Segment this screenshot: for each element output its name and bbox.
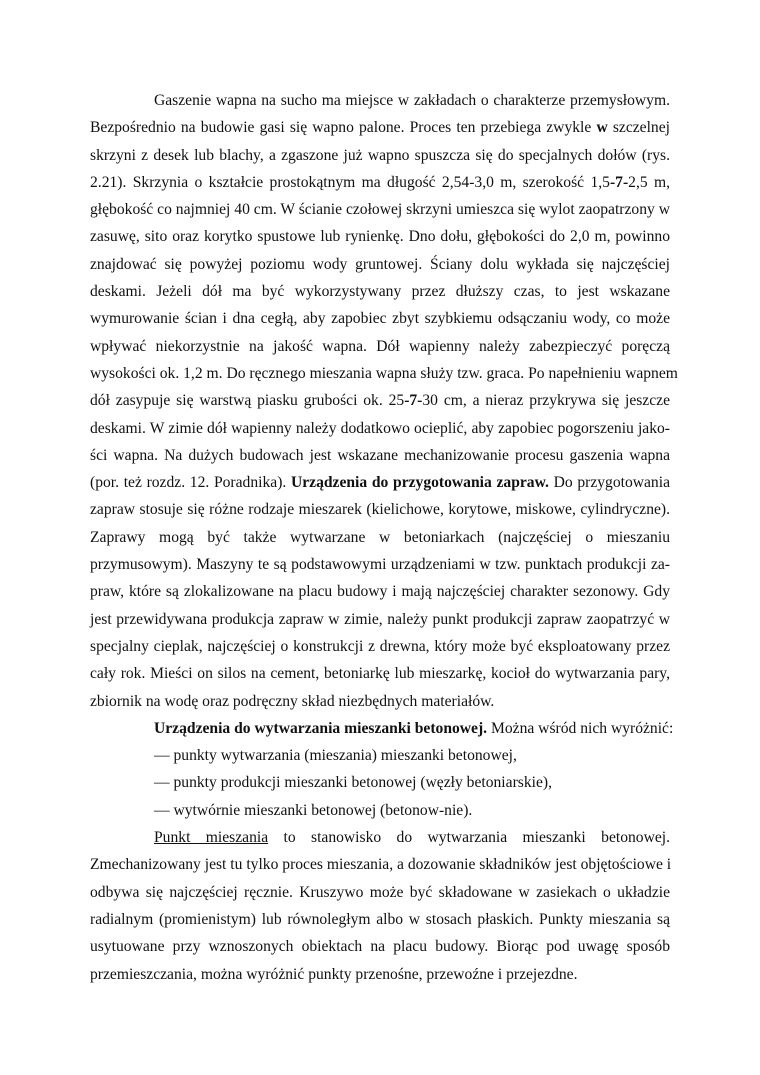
text-line: deskami. Jeżeli dół ma być wykorzystywany przez dłuższy czas, to jest wskazane [90,283,670,301]
text-line: jest przewidywana produkcja zapraw w zimie, należy punkt produkcji zapraw zaopatrzyć w [90,610,670,628]
text-line: Zmechanizowany jest tu tylko proces mieszania, a dozowanie składników jest objętościowe i [90,856,672,874]
text-line: wysokości ok. 1,2 m. Do ręcznego mieszania wapna służy tzw. graca. Po napełnieniu wapnem [90,364,678,382]
text-line: deskami. W zimie dół wapienny należy dodatkowo ocieplić, aby zapobiec pogorszeniu jako- [90,419,670,437]
text-line: dół zasypuje się warstwą piasku grubości ok. 25-7-30 cm, a nieraz przykrywa się jeszcze [90,392,670,410]
text-line: Gaszenie wapna na sucho ma miejsce w zakładach o charakterze przemysłowym. [154,92,670,109]
text-line: przymusowym). Maszyny te są podstawowymi urządzeniami w tzw. punktach produkcji za- [90,556,670,574]
bold-separator: -7- [609,173,629,191]
paragraph-mixing-point [90,824,670,988]
text-line: wymurowanie ścian i dna cegłą, aby zapobiec zbyt szybkiemu odsączaniu wody, co może [90,310,670,328]
text-line: usytuowane przy wznoszonych obiektach na placu budowy. Biorąc pod uwagę sposób [90,938,670,956]
text-line: zbiornik na wodę oraz podręczny skład niezbędnych materiałów. [90,692,495,710]
text-line: wpływać niekorzystnie na jakość wapna. Dół wapienny należy zabezpieczyć poręczą [90,337,670,355]
text-line: ści wapna. Na dużych budowach jest wskazane mechanizowanie procesu gaszenia wapna [90,446,670,464]
underlined-term: Punkt mieszania [154,829,269,847]
text-line: Punkt mieszania to stanowisko do wytwarzania mieszanki betonowej. [154,829,670,847]
text-line: odbywa się najczęściej ręcznie. Kruszywo może być składowane w zasiekach o układzie [90,883,670,901]
text-line: praw, które są zlokalizowane na placu budowy i mają najczęściej charakter sezonowy. Gdy [90,583,670,601]
text-line: Bezpośrednio na budowie gasi się wapno palone. Proces ten przebiega zwykle w szczelnej [90,119,670,137]
text-line: radialnym (promienistym) lub równoległym albo w stosach płaskich. Punkty mieszania są [90,910,670,928]
section-heading-concrete: Urządzenia do wytwarzania mieszanki betonowej. [154,719,488,737]
bold-letter: w [596,119,608,137]
text-line: znajdować się powyżej poziomu wody gruntowej. Ściany dolu wykłada się najczęściej [90,255,670,273]
text-line: cały rok. Mieści on silos na cement, betoniarkę lub mieszarkę, kocioł do wytwarzania pary, [90,665,670,683]
text-line: (por. też rozdz. 12. Poradnika). Urządzenia do przygotowania zapraw. Do przygotowania [90,474,670,492]
text-line: Urządzenia do wytwarzania mieszanki betonowej. Można wśród nich wyróżnić: [154,719,674,737]
text-line: 2.21). Skrzynia o kształcie prostokątnym ma długość 2,54-3,0 m, szerokość 1,5-7-2,5 m, [90,173,671,191]
document-page [90,87,678,988]
text-line: głębokość co najmniej 40 cm. W ścianie czołowej skrzyni umieszca się wylot zaopatrzony w [90,201,670,219]
list-item: — wytwórnie mieszanki betonowej (betonow-nie). [154,801,473,819]
paragraph-lime-slaking [90,87,678,715]
text-line: zasuwę, sito oraz korytko spustowe lub rynienkę. Dno dołu, głębokości do 2,0 m, powinno [90,228,670,246]
list-item: — punkty produkcji mieszanki betonowej (węzły betoniarskie), [154,774,552,792]
bold-separator: -7- [404,392,423,410]
text-line: przemieszczania, można wyróżnić punkty przenośne, przewoźne i przejezdne. [90,965,578,983]
paragraph-concrete-devices [90,715,674,824]
list-item: — punkty wytwarzania (mieszania) mieszanki betonowej, [154,747,517,765]
text-line: zapraw stosuje się różne rodzaje mieszarek (kielichowe, korytowe, miskowe, cylindryczne). [90,501,670,519]
text-line: Zaprawy mogą być także wytwarzane w betoniarkach (najczęściej o mieszaniu [90,528,670,546]
section-heading-mortar: Urządzenia do przygotowania zapraw. [290,474,549,492]
text-line: specjalny cieplak, najczęściej o konstrukcji z drewna, który może być eksploatowany przez [90,637,670,655]
text-line: skrzyni z desek lub blachy, a zgaszone już wapno spuszcza się do specjalnych dołów (rys. [90,146,670,164]
